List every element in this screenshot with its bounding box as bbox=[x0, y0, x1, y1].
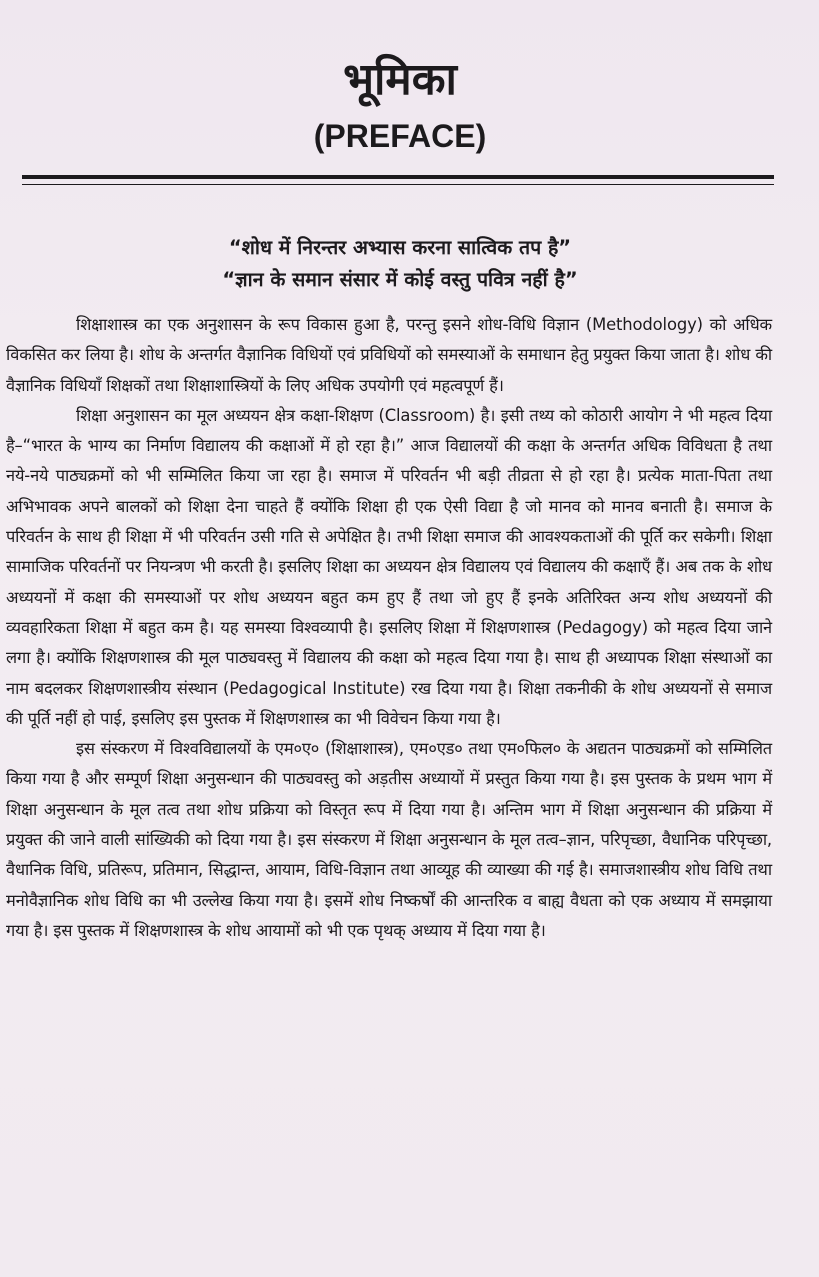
page-title-hindi: भूमिका bbox=[343, 54, 457, 105]
epigraph bbox=[0, 232, 800, 296]
title-divider-thin bbox=[22, 184, 774, 185]
paragraph: शिक्षा अनुशासन का मूल अध्ययन क्षेत्र कक्षा-शिक्षण (Classroom) है। इसी तथ्य को कोठारी आयोग ने भी महत्व दिया है–“भारत के भाग्य का निर्माण विद्यालय की कक्षाओं में हो रहा है।” आज विद्यालयों की कक्षा के अन्तर्गत अधिक विविधता है तथा नये-नये पाठ्यक्रमों को भी सम्मिलित किया जा रहा है। समाज में परिवर्तन भी बड़ी तीव्रता से हो रहा है। प्रत्येक माता-पिता तथा अभिभावक अपने बालकों को शिक्षा देना चाहते हैं क्योंकि शिक्षा ही एक ऐसी विद्या है जो मानव को मानव बनाती है। समाज के परिवर्तन के साथ ही शिक्षा में भी परिवर्तन उसी गति से अपेक्षित है। तभी शिक्षा समाज की आवश्यकताओं की पूर्ति कर सकेगी। शिक्षा सामाजिक परिवर्तनों पर नियन्त्रण भी करती है। इसलिए शिक्षा का अध्ययन क्षेत्र विद्यालय एवं विद्यालय की कक्षाएँ हैं। अब तक के शोध अध्ययनों में कक्षा की समस्याओं पर शोध अध्ययन बहुत कम हुए हैं तथा जो हुए हैं इनके अतिरिक्त अन्य शोध अध्ययनों की व्यवहारिकता शिक्षा में बहुत कम है। यह समस्या विश्वव्यापी है। इसलिए शिक्षा में शिक्षणशास्त्र (Pedagogy) को महत्व दिया जाने लगा है। क्योंकि शिक्षणशास्त्र की मूल पाठ्यवस्तु में विद्यालय की कक्षा को महत्व दिया गया है। साथ ही अध्यापक शिक्षा संस्थाओं का नाम बदलकर शिक्षणशास्त्रीय संस्थान (Pedagogical Institute) रख दिया गया है। शिक्षा तकनीकी के शोध अध्ययनों से समाज की पूर्ति नहीं हो पाई, इसलिए इस पुस्तक में शिक्षणशास्त्र का भी विवेचन किया गया है। bbox=[6, 405, 772, 728]
epigraph-line: “ज्ञान के समान संसार में कोई वस्तु पवित्र नहीं है” bbox=[222, 268, 578, 291]
page-title-english: (PREFACE) bbox=[313, 118, 487, 154]
paragraph: शिक्षाशास्त्र का एक अनुशासन के रूप विकास हुआ है, परन्तु इसने शोध-विधि विज्ञान (Methodology) को अधिक विकसित कर लिया है। शोध के अन्तर्गत वैज्ञानिक विधियों एवं प्रविधियों को समस्याओं के समाधान हेतु प्रयुक्त किया जाता है। शोध की वैज्ञानिक विधियाँ शिक्षकों तथा शिक्षाशास्त्रियों के लिए अधिक उपयोगी एवं महत्वपूर्ण हैं। bbox=[6, 315, 772, 395]
preface-body bbox=[6, 310, 772, 946]
paragraph: इस संस्करण में विश्वविद्यालयों के एम०ए० (शिक्षाशास्त्र), एम०एड० तथा एम०फिल० के अद्यतन पाठ्यक्रमों को सम्मिलित किया गया है और सम्पूर्ण शिक्षा अनुसन्धान की पाठ्यवस्तु को अड़तीस अध्यायों में प्रस्तुत किया गया है। इस पुस्तक के प्रथम भाग में शिक्षा अनुसन्धान के मूल तत्व तथा शोध प्रक्रिया को विस्तृत रूप में दिया गया है। अन्तिम भाग में शिक्षा अनुसन्धान की प्रक्रिया में प्रयुक्त की जाने वाली सांख्यिकी को दिया गया है। इस संस्करण में शिक्षा अनुसन्धान के मूल तत्व–ज्ञान, परिपृच्छा, वैधानिक परिपृच्छा, वैधानिक विधि, प्रतिरूप, प्रतिमान, सिद्धान्त, आयाम, विधि-विज्ञान तथा आव्यूह की व्याख्या की गई है। समाजशास्त्रीय शोध विधि तथा मनोवैज्ञानिक शोध विधि का भी उल्लेख किया गया है। इसमें शोध निष्कर्षों की आन्तरिक व बाह्य वैधता को एक अध्याय में समझाया गया है। इस पुस्तक में शिक्षणशास्त्र के शोध आयामों को भी एक पृथक् अध्याय में दिया गया है। bbox=[6, 739, 772, 940]
title-divider-thick bbox=[22, 175, 774, 179]
epigraph-line: “शोध में निरन्तर अभ्यास करना सात्विक तप है” bbox=[228, 236, 572, 259]
